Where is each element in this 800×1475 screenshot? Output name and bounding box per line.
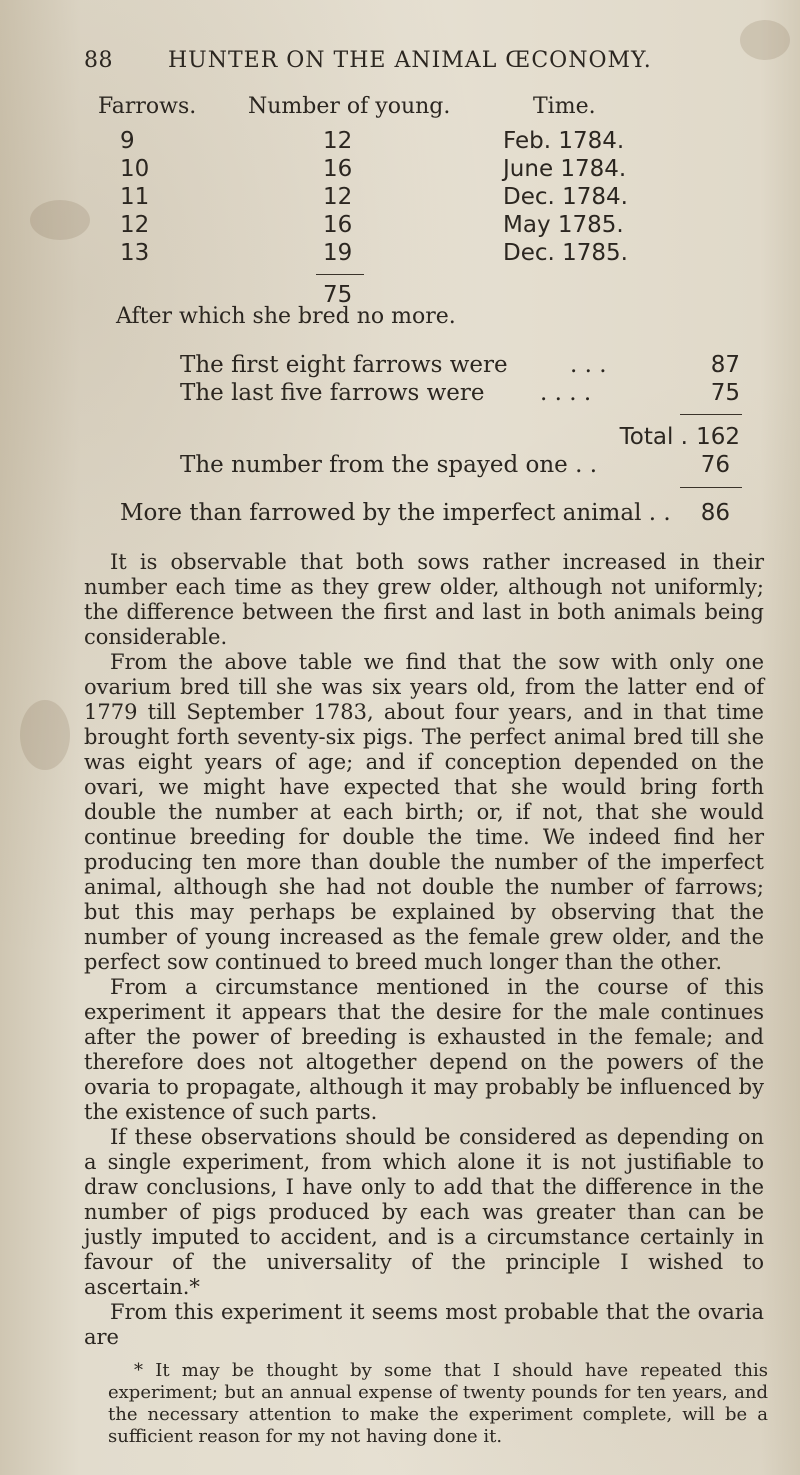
time-cell: June 1784. xyxy=(503,156,627,182)
table-row xyxy=(98,184,698,212)
footnote xyxy=(108,1360,768,1448)
paper-stain xyxy=(30,200,90,240)
footnote-text: * It may be thought by some that I should have repeated this experiment; but an annual expense of twenty pounds for ten years, and the necessary attention to make the experiment complete, will be a sufficient reason for my not having done it. xyxy=(108,1360,768,1447)
summary-first-row xyxy=(180,352,740,380)
page-number: 88 xyxy=(84,48,113,73)
subtotal-value: 75 xyxy=(323,282,353,308)
leader-dots: . . . . xyxy=(540,380,592,406)
summary-first-value: 87 xyxy=(710,352,740,378)
column-header-farrows: Farrows. xyxy=(98,94,197,119)
paragraph: From a circumstance mentioned in the course of this experiment it appears that the desire for the male continues after the power of breeding is exhausted in the female; and therefore does not altogether depend on the powers of the ovaria to propagate, although it may probably be influenced by the existence of such parts. xyxy=(84,975,764,1124)
summary-more-row xyxy=(120,500,730,528)
more-label: More than farrowed by the imperfect animal . . xyxy=(120,500,671,526)
table-header xyxy=(98,94,698,124)
summary-first-label: The first eight farrows were xyxy=(180,352,508,378)
subtotal-rule xyxy=(316,274,364,275)
spayed-label: The number from the spayed one . . xyxy=(180,452,597,478)
more-value: 86 xyxy=(700,500,730,526)
summary-total-row xyxy=(180,424,740,452)
farrow-cell: 10 xyxy=(120,156,150,182)
leader-dots: . . . xyxy=(570,352,607,378)
summary-last-label: The last five farrows were xyxy=(180,380,485,406)
paragraph: From the above table we find that the sow with only one ovarium bred till she was six years old, from the latter end of 1779 till September 1783, about four years, and in that time brought forth seventy-six pigs. The perfect animal bred till she was eight years of age; and if conception depended on the ovari, we might have expected that she would bring forth double the number at each birth; or, if not, that she would continue breeding for double the time. We indeed find her producing ten more than double the number of the imperfect animal, although she had not double the number of farrows; but this may perhaps be explained by observing that the number of young increased as the female grew older, and the perfect sow continued to breed much longer than the other. xyxy=(84,650,764,974)
paper-stain xyxy=(20,700,70,770)
total-rule xyxy=(680,414,742,415)
time-cell: Dec. 1785. xyxy=(503,240,628,266)
summary-last-row xyxy=(180,380,740,408)
paragraph: If these observations should be considered as depending on a single experiment, from which alone it is not justifiable to draw conclusions, I have only to add that the difference in the number of pigs produced by each was greater than can be justly imputed to accident, and is a circumstance certainly in favour of the universality of the principle I wished to ascertain.* xyxy=(84,1125,764,1299)
farrow-cell: 11 xyxy=(120,184,150,210)
time-cell: Dec. 1784. xyxy=(503,184,628,210)
table-row xyxy=(98,212,698,240)
farrow-cell: 12 xyxy=(120,212,150,238)
spayed-value: 76 xyxy=(700,452,730,478)
paragraph: It is observable that both sows rather increased in their number each time as they grew older, although not uniformly; the difference between the first and last in both animals being considerable. xyxy=(84,550,764,649)
after-line: After which she bred no more. xyxy=(116,304,456,329)
difference-rule xyxy=(680,487,742,488)
young-cell: 16 xyxy=(323,156,353,182)
total-label: Total . xyxy=(619,424,688,450)
body-text xyxy=(84,550,764,1350)
summary-last-value: 75 xyxy=(710,380,740,406)
farrow-cell: 13 xyxy=(120,240,150,266)
table-row xyxy=(98,128,698,156)
paragraph: From this experiment it seems most probable that the ovaria are xyxy=(84,1300,764,1349)
running-header xyxy=(84,48,774,78)
column-header-young: Number of young. xyxy=(248,94,451,119)
young-cell: 19 xyxy=(323,240,353,266)
summary-spayed-row xyxy=(180,452,740,480)
young-cell: 12 xyxy=(323,184,353,210)
table-row xyxy=(98,240,698,268)
table-row xyxy=(98,156,698,184)
young-cell: 12 xyxy=(323,128,353,154)
total-value: 162 xyxy=(696,424,740,450)
column-header-time: Time. xyxy=(533,94,596,119)
time-cell: May 1785. xyxy=(503,212,624,238)
young-cell: 16 xyxy=(323,212,353,238)
farrow-cell: 9 xyxy=(120,128,135,154)
time-cell: Feb. 1784. xyxy=(503,128,625,154)
running-title: HUNTER ON THE ANIMAL ŒCONOMY. xyxy=(168,48,652,73)
